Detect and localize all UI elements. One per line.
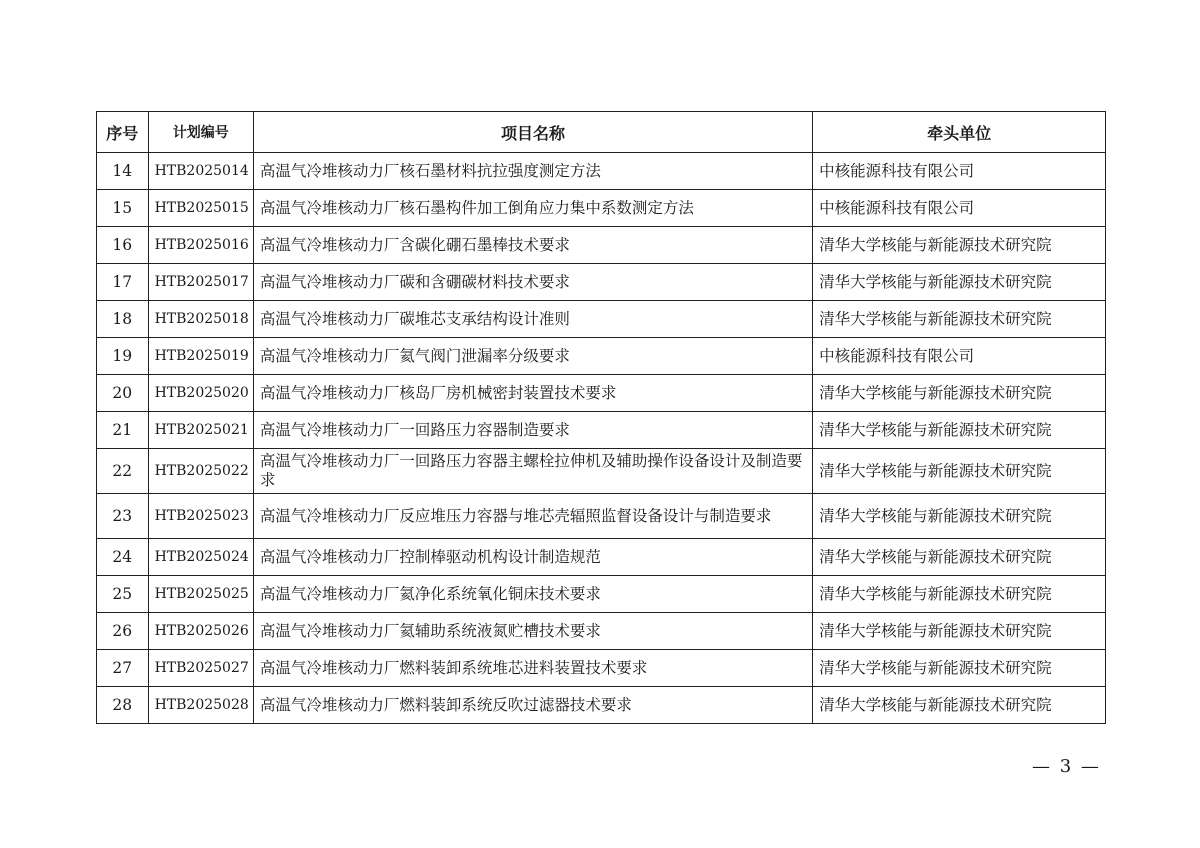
row-lead-unit: 清华大学核能与新能源技术研究院 [813, 412, 1106, 449]
row-plan-code: HTB2025015 [148, 190, 253, 227]
row-project-name: 高温气冷堆核动力厂燃料装卸系统反吹过滤器技术要求 [253, 687, 812, 724]
row-seq: 24 [97, 539, 149, 576]
row-seq: 19 [97, 338, 149, 375]
row-project-name: 高温气冷堆核动力厂碳和含硼碳材料技术要求 [253, 264, 812, 301]
row-seq: 15 [97, 190, 149, 227]
row-lead-unit: 清华大学核能与新能源技术研究院 [813, 227, 1106, 264]
row-project-name: 高温气冷堆核动力厂核岛厂房机械密封装置技术要求 [253, 375, 812, 412]
row-seq: 16 [97, 227, 149, 264]
table-row [97, 227, 1106, 264]
row-plan-code: HTB2025025 [148, 576, 253, 613]
row-project-name: 高温气冷堆核动力厂含碳化硼石墨棒技术要求 [253, 227, 812, 264]
row-lead-unit: 清华大学核能与新能源技术研究院 [813, 539, 1106, 576]
row-plan-code: HTB2025020 [148, 375, 253, 412]
row-lead-unit: 清华大学核能与新能源技术研究院 [813, 494, 1106, 539]
table-row [97, 375, 1106, 412]
table-row [97, 264, 1106, 301]
row-plan-code: HTB2025022 [148, 449, 253, 494]
table-row [97, 494, 1106, 539]
header-plan-code: 计划编号 [148, 112, 253, 153]
row-seq: 28 [97, 687, 149, 724]
header-row [97, 112, 1106, 153]
header-seq: 序号 [97, 112, 149, 153]
table-row [97, 412, 1106, 449]
table-row [97, 190, 1106, 227]
header-project-name: 项目名称 [253, 112, 812, 153]
row-plan-code: HTB2025016 [148, 227, 253, 264]
table-row [97, 650, 1106, 687]
table-row [97, 687, 1106, 724]
row-plan-code: HTB2025021 [148, 412, 253, 449]
row-lead-unit: 清华大学核能与新能源技术研究院 [813, 576, 1106, 613]
row-project-name: 高温气冷堆核动力厂一回路压力容器制造要求 [253, 412, 812, 449]
header-lead-unit: 牵头单位 [813, 112, 1106, 153]
table-row [97, 153, 1106, 190]
row-lead-unit: 清华大学核能与新能源技术研究院 [813, 301, 1106, 338]
row-seq: 20 [97, 375, 149, 412]
table-row [97, 613, 1106, 650]
row-lead-unit: 清华大学核能与新能源技术研究院 [813, 375, 1106, 412]
row-plan-code: HTB2025028 [148, 687, 253, 724]
table-body [97, 153, 1106, 724]
row-project-name: 高温气冷堆核动力厂氦气阀门泄漏率分级要求 [253, 338, 812, 375]
row-project-name: 高温气冷堆核动力厂碳堆芯支承结构设计准则 [253, 301, 812, 338]
row-seq: 14 [97, 153, 149, 190]
table-header [97, 112, 1106, 153]
page-number: — 3 — [1032, 756, 1101, 777]
table-row [97, 449, 1106, 494]
row-seq: 17 [97, 264, 149, 301]
table-row [97, 338, 1106, 375]
row-seq: 26 [97, 613, 149, 650]
row-plan-code: HTB2025019 [148, 338, 253, 375]
project-table [96, 111, 1106, 724]
row-lead-unit: 清华大学核能与新能源技术研究院 [813, 687, 1106, 724]
row-lead-unit: 中核能源科技有限公司 [813, 338, 1106, 375]
row-plan-code: HTB2025023 [148, 494, 253, 539]
row-lead-unit: 中核能源科技有限公司 [813, 190, 1106, 227]
row-lead-unit: 清华大学核能与新能源技术研究院 [813, 264, 1106, 301]
row-project-name: 高温气冷堆核动力厂一回路压力容器主螺栓拉伸机及辅助操作设备设计及制造要求 [253, 449, 812, 494]
row-project-name: 高温气冷堆核动力厂氦辅助系统液氮贮槽技术要求 [253, 613, 812, 650]
row-project-name: 高温气冷堆核动力厂氦净化系统氧化铜床技术要求 [253, 576, 812, 613]
row-project-name: 高温气冷堆核动力厂燃料装卸系统堆芯进料装置技术要求 [253, 650, 812, 687]
row-lead-unit: 中核能源科技有限公司 [813, 153, 1106, 190]
row-lead-unit: 清华大学核能与新能源技术研究院 [813, 449, 1106, 494]
row-plan-code: HTB2025026 [148, 613, 253, 650]
table-row [97, 539, 1106, 576]
row-seq: 25 [97, 576, 149, 613]
row-plan-code: HTB2025017 [148, 264, 253, 301]
row-project-name: 高温气冷堆核动力厂控制棒驱动机构设计制造规范 [253, 539, 812, 576]
row-seq: 18 [97, 301, 149, 338]
row-project-name: 高温气冷堆核动力厂核石墨构件加工倒角应力集中系数测定方法 [253, 190, 812, 227]
row-plan-code: HTB2025024 [148, 539, 253, 576]
row-lead-unit: 清华大学核能与新能源技术研究院 [813, 613, 1106, 650]
row-plan-code: HTB2025014 [148, 153, 253, 190]
row-seq: 27 [97, 650, 149, 687]
row-plan-code: HTB2025027 [148, 650, 253, 687]
table-row [97, 301, 1106, 338]
row-seq: 21 [97, 412, 149, 449]
row-seq: 23 [97, 494, 149, 539]
row-project-name: 高温气冷堆核动力厂核石墨材料抗拉强度测定方法 [253, 153, 812, 190]
row-seq: 22 [97, 449, 149, 494]
table-row [97, 576, 1106, 613]
row-lead-unit: 清华大学核能与新能源技术研究院 [813, 650, 1106, 687]
row-project-name: 高温气冷堆核动力厂反应堆压力容器与堆芯壳辐照监督设备设计与制造要求 [253, 494, 812, 539]
row-plan-code: HTB2025018 [148, 301, 253, 338]
